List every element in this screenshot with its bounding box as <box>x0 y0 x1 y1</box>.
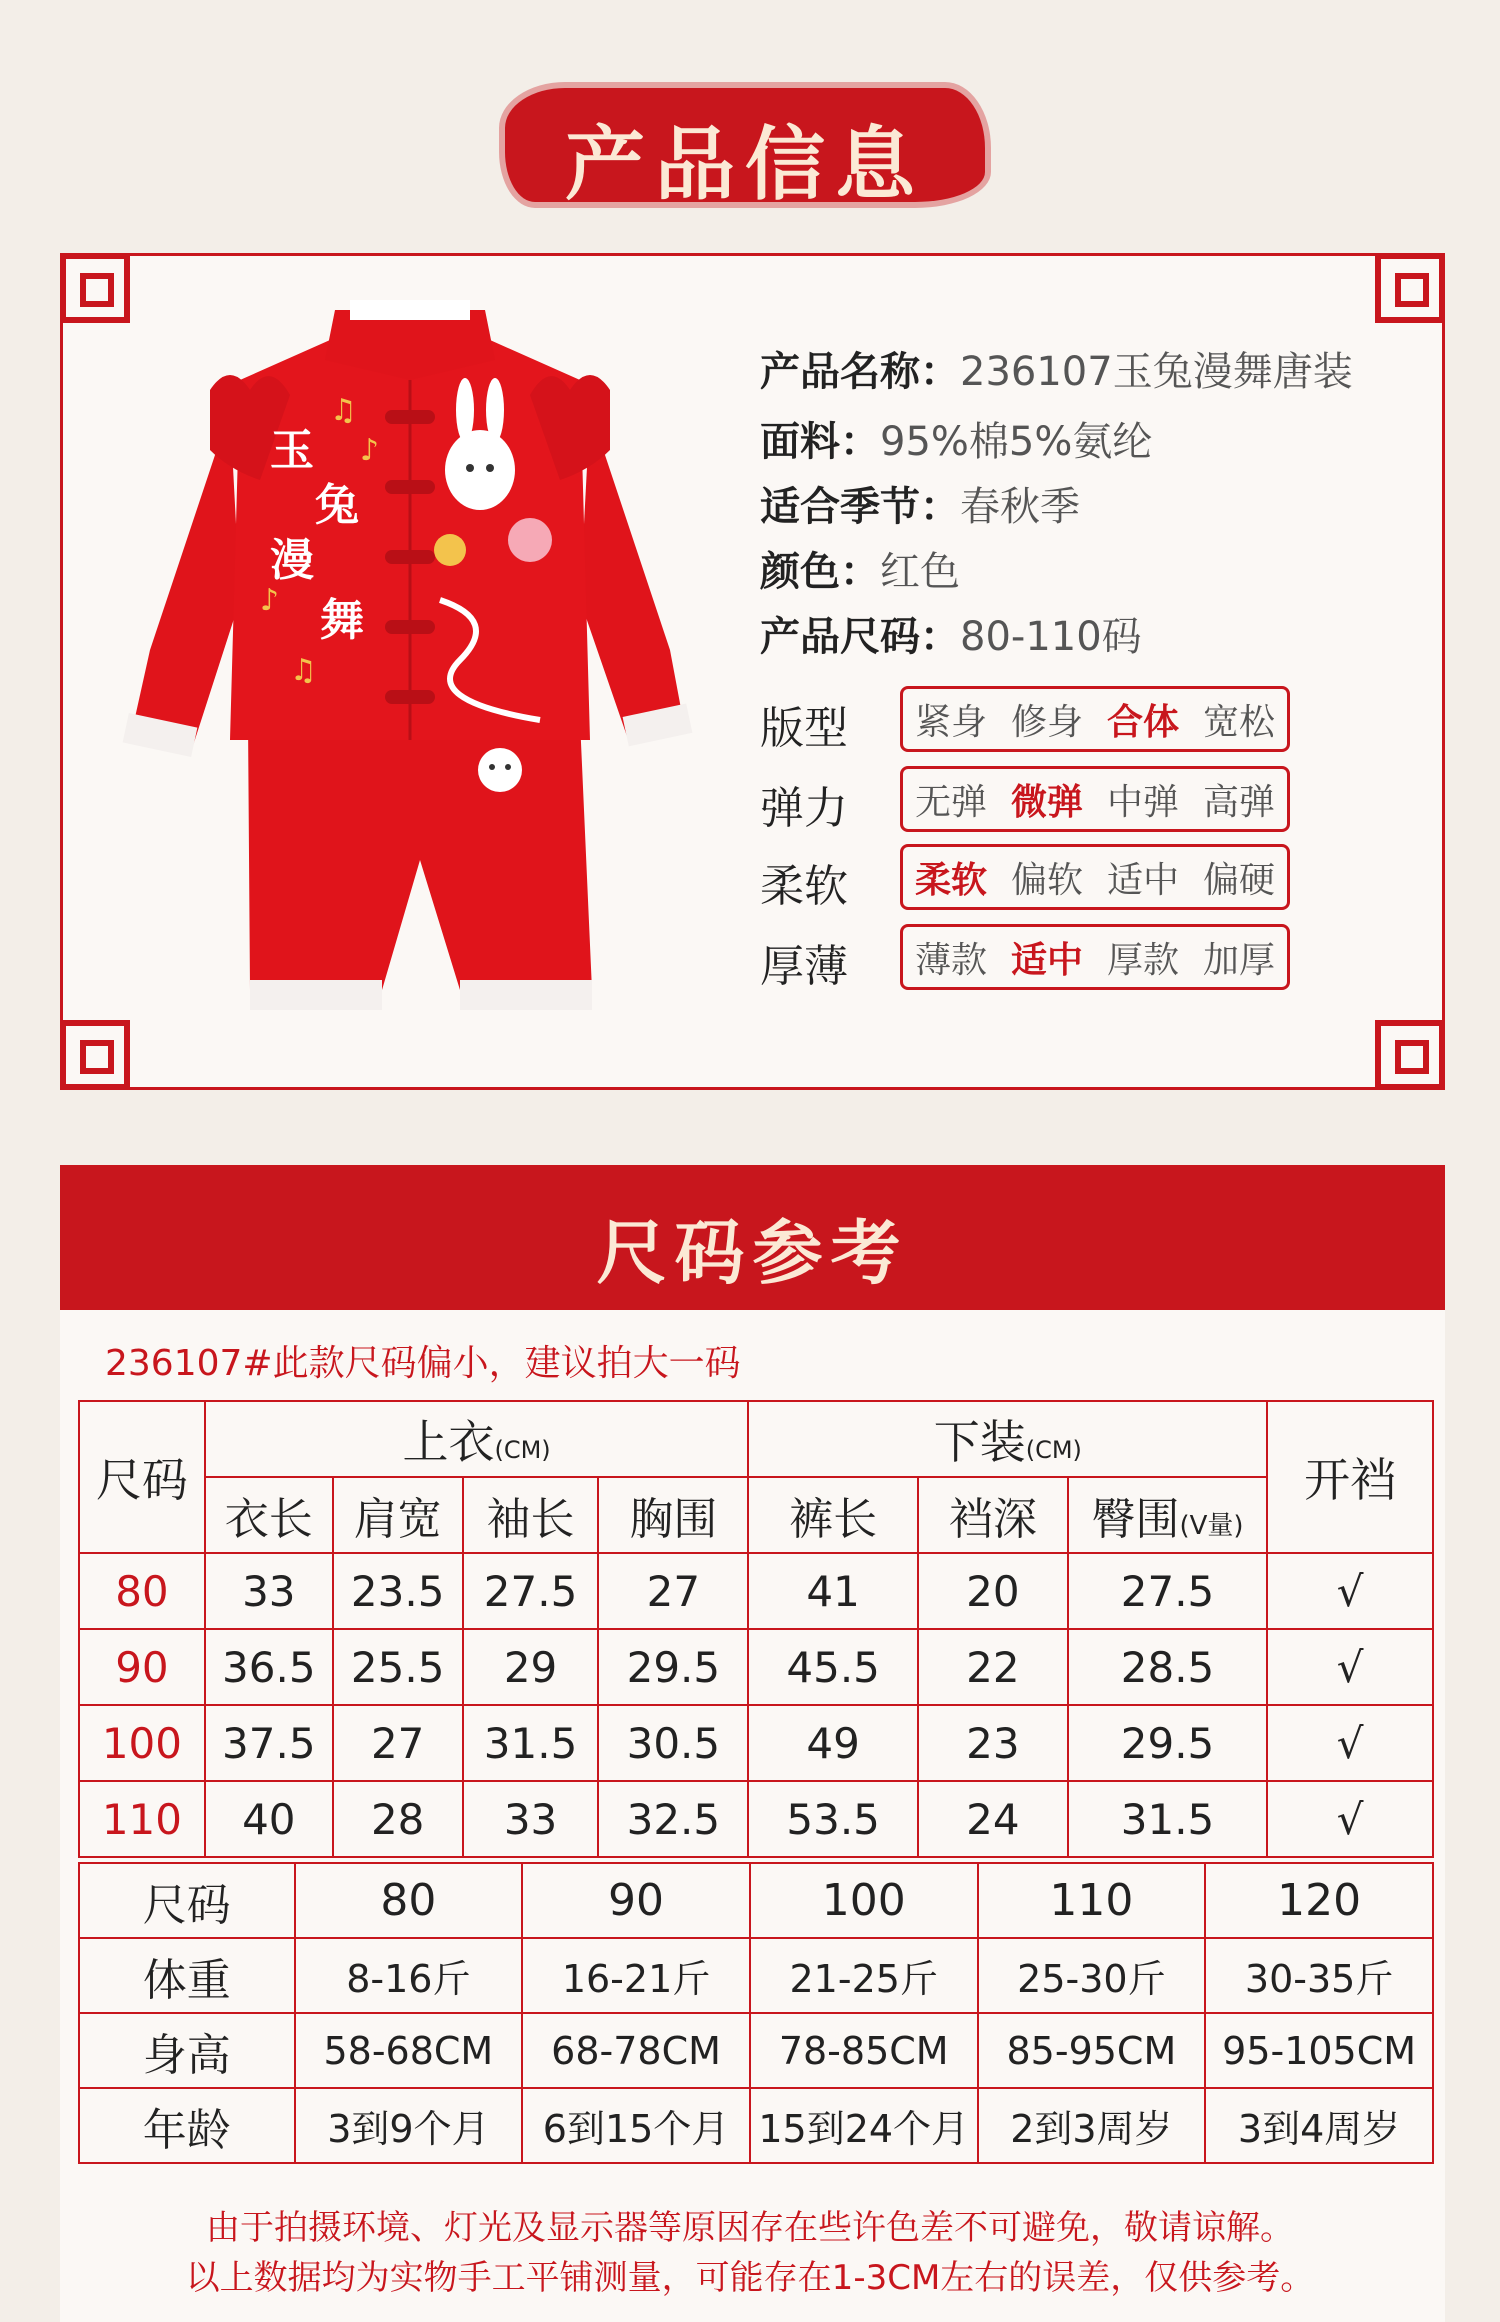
table-cell: 15到24个月 <box>750 2088 978 2163</box>
column-header: 袖长 <box>463 1477 599 1553</box>
table-row <box>79 2088 1433 2163</box>
row-header-cell: 体重 <box>79 1938 295 2013</box>
frame-corner-ornament <box>1375 1020 1445 1090</box>
table-row <box>79 1781 1433 1857</box>
table-cell: 31.5 <box>463 1705 599 1781</box>
svg-text:♫: ♫ <box>330 393 357 428</box>
column-header: 裆深 <box>918 1477 1068 1553</box>
table-cell: 25.5 <box>333 1629 463 1705</box>
attr-label-elasticity: 弹力 <box>760 783 848 834</box>
table-cell: 31.5 <box>1068 1781 1268 1857</box>
column-header: 裤长 <box>748 1477 918 1553</box>
table-row <box>79 1629 1433 1705</box>
attr-option: 高弹 <box>1202 781 1275 823</box>
table-cell: 22 <box>918 1629 1068 1705</box>
table-cell: 29 <box>463 1629 599 1705</box>
garment-char: 舞 <box>320 595 364 646</box>
table-cell: 33 <box>463 1781 599 1857</box>
size-cell: 80 <box>79 1553 205 1629</box>
attr-option: 中弹 <box>1106 781 1179 823</box>
attr-option: 无弹 <box>914 781 987 823</box>
product-image <box>120 300 700 1020</box>
table-cell: 27.5 <box>1068 1553 1268 1629</box>
attr-option: 宽松 <box>1202 701 1275 743</box>
table-cell: 78-85CM <box>750 2013 978 2088</box>
table-cell: 36.5 <box>205 1629 333 1705</box>
info-value: 80-110码 <box>960 614 1142 660</box>
table-cell: 53.5 <box>748 1781 918 1857</box>
table-cell: 32.5 <box>598 1781 748 1857</box>
attr-label-softness: 柔软 <box>760 861 848 912</box>
attr-option-selected: 适中 <box>1010 939 1083 981</box>
table-cell: √ <box>1267 1705 1433 1781</box>
svg-text:♫: ♫ <box>290 653 317 688</box>
table-row <box>79 1938 1433 2013</box>
table-cell: 68-78CM <box>522 2013 750 2088</box>
row-header-cell: 年龄 <box>79 2088 295 2163</box>
frame-corner-ornament <box>60 1020 130 1090</box>
table-cell: 20 <box>918 1553 1068 1629</box>
table-cell: 85-95CM <box>978 2013 1206 2088</box>
info-value: 236107玉兔漫舞唐装 <box>960 349 1353 395</box>
product-info-banner <box>495 70 995 220</box>
table-cell: 90 <box>522 1863 750 1938</box>
attr-option: 适中 <box>1106 859 1179 901</box>
table-cell: 23.5 <box>333 1553 463 1629</box>
footer-disclaimer-2: 以上数据均为实物手工平铺测量，可能存在1-3CM左右的误差，仅供参考。 <box>185 2258 1315 2298</box>
size-header: 尺码 <box>79 1401 205 1553</box>
table-cell: 21-25斤 <box>750 1938 978 2013</box>
table-cell: 28 <box>333 1781 463 1857</box>
table-cell: 3到4周岁 <box>1205 2088 1433 2163</box>
table-cell: 27 <box>598 1553 748 1629</box>
info-line <box>760 605 1142 662</box>
table-row <box>79 1553 1433 1629</box>
garment-char: 兔 <box>315 480 359 531</box>
svg-text:♪: ♪ <box>260 583 280 618</box>
table-cell: 100 <box>750 1863 978 1938</box>
table-cell: 49 <box>748 1705 918 1781</box>
top-group-header: 上衣(CM) <box>205 1401 748 1477</box>
size-cell: 90 <box>79 1629 205 1705</box>
table-cell: 16-21斤 <box>522 1938 750 2013</box>
info-line <box>760 475 1080 532</box>
table-cell: 6到15个月 <box>522 2088 750 2163</box>
table-cell: √ <box>1267 1553 1433 1629</box>
size-cell: 110 <box>79 1781 205 1857</box>
table-subheader-row <box>79 1477 1433 1553</box>
info-line <box>760 340 1353 397</box>
table-cell: 29.5 <box>1068 1705 1268 1781</box>
size-fit-table <box>78 1862 1434 2164</box>
frame-corner-ornament <box>1375 253 1445 323</box>
table-cell: 41 <box>748 1553 918 1629</box>
table-row <box>79 1705 1433 1781</box>
info-value: 春秋季 <box>960 484 1080 530</box>
crotch-header: 开裆 <box>1267 1401 1433 1553</box>
size-reference-banner <box>60 1165 1445 1310</box>
size-reference-title: 尺码参考 <box>596 1211 909 1294</box>
table-cell: 33 <box>205 1553 333 1629</box>
column-header: 衣长 <box>205 1477 333 1553</box>
table-cell: 8-16斤 <box>295 1938 523 2013</box>
table-cell: √ <box>1267 1781 1433 1857</box>
table-cell: 120 <box>1205 1863 1433 1938</box>
attr-scale-fit <box>900 686 1290 752</box>
column-header: 肩宽 <box>333 1477 463 1553</box>
attr-option: 薄款 <box>914 939 987 981</box>
attr-label-thickness: 厚薄 <box>760 941 848 992</box>
table-cell: 30.5 <box>598 1705 748 1781</box>
garment-char: 漫 <box>270 535 314 586</box>
table-cell: 58-68CM <box>295 2013 523 2088</box>
bottom-group-header: 下装(CM) <box>748 1401 1267 1477</box>
attr-scale-softness <box>900 844 1290 910</box>
info-label: 产品尺码： <box>760 614 960 660</box>
table-cell: 37.5 <box>205 1705 333 1781</box>
table-cell: 30-35斤 <box>1205 1938 1433 2013</box>
attr-option: 修身 <box>1010 701 1083 743</box>
table-cell: √ <box>1267 1629 1433 1705</box>
table-row <box>79 1863 1433 1938</box>
table-cell: 27 <box>333 1705 463 1781</box>
attr-option-selected: 合体 <box>1106 701 1179 743</box>
table-header-row <box>79 1401 1433 1477</box>
attr-option: 偏软 <box>1010 859 1083 901</box>
attr-option-selected: 微弹 <box>1010 781 1083 823</box>
column-header: 胸围 <box>598 1477 748 1553</box>
row-header-cell: 尺码 <box>79 1863 295 1938</box>
table-cell: 23 <box>918 1705 1068 1781</box>
attr-scale-elasticity <box>900 766 1290 832</box>
info-value: 95%棉5%氨纶 <box>880 419 1153 465</box>
attr-option: 厚款 <box>1106 939 1179 981</box>
row-header-cell: 身高 <box>79 2013 295 2088</box>
info-label: 产品名称： <box>760 349 960 395</box>
attr-option: 加厚 <box>1202 939 1275 981</box>
table-cell: 3到9个月 <box>295 2088 523 2163</box>
size-note: 236107#此款尺码偏小，建议拍大一码 <box>105 1343 741 1384</box>
table-cell: 27.5 <box>463 1553 599 1629</box>
attr-label-fit: 版型 <box>760 703 848 754</box>
attr-option: 偏硬 <box>1202 859 1275 901</box>
table-row <box>79 2013 1433 2088</box>
column-header: 臀围(V量) <box>1068 1477 1268 1553</box>
product-info-title: 产品信息 <box>565 117 925 211</box>
svg-text:♪: ♪ <box>360 433 380 468</box>
table-cell: 28.5 <box>1068 1629 1268 1705</box>
info-line <box>760 410 1152 467</box>
table-cell: 25-30斤 <box>978 1938 1206 2013</box>
table-cell: 40 <box>205 1781 333 1857</box>
garment-char: 玉 <box>270 425 314 476</box>
info-label: 适合季节： <box>760 484 960 530</box>
info-value: 红色 <box>880 549 960 595</box>
table-cell: 80 <box>295 1863 523 1938</box>
table-cell: 24 <box>918 1781 1068 1857</box>
table-cell: 45.5 <box>748 1629 918 1705</box>
table-cell: 29.5 <box>598 1629 748 1705</box>
table-cell: 110 <box>978 1863 1206 1938</box>
size-cell: 100 <box>79 1705 205 1781</box>
info-label: 颜色： <box>760 549 880 595</box>
table-cell: 95-105CM <box>1205 2013 1433 2088</box>
size-measurement-table <box>78 1400 1434 1858</box>
attr-option: 紧身 <box>914 701 987 743</box>
attr-scale-thickness <box>900 924 1290 990</box>
attr-option-selected: 柔软 <box>914 859 987 901</box>
footer-disclaimer-1: 由于拍摄环境、灯光及显示器等原因存在些许色差不可避免，敬请谅解。 <box>206 2208 1294 2248</box>
table-cell: 2到3周岁 <box>978 2088 1206 2163</box>
info-line <box>760 540 960 597</box>
info-label: 面料： <box>760 419 880 465</box>
